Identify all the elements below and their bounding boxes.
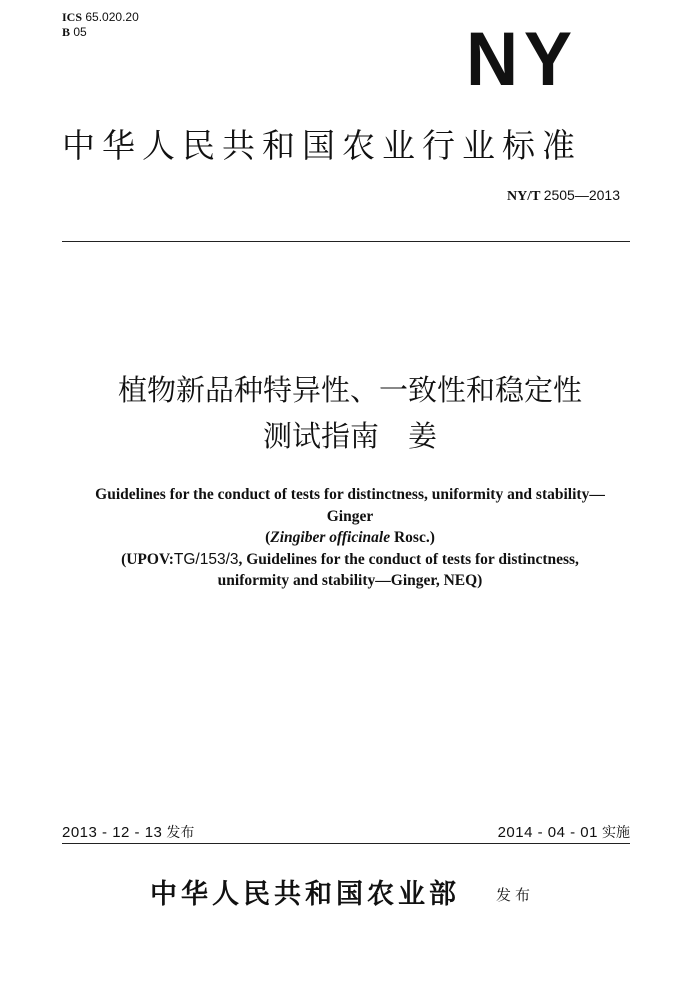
upov-reference-line-2: uniformity and stability—Ginger, NEQ) xyxy=(217,572,483,589)
scientific-name-line: (Zingiber officinale Rosc.) xyxy=(265,529,435,546)
issue-date: 2013 - 12 - 13 发布 xyxy=(62,824,195,841)
classification-codes xyxy=(62,10,139,40)
ny-logo: NY xyxy=(466,17,578,102)
publisher-label: 发布 xyxy=(496,886,535,904)
top-divider xyxy=(62,241,630,242)
standard-number xyxy=(507,187,620,205)
upov-code: TG/153/3 xyxy=(173,550,239,568)
standard-category: 中华人民共和国农业行业标准 xyxy=(62,126,582,165)
ics-code: ICS 65.020.20 xyxy=(62,10,139,24)
english-title-line-1: Guidelines for the conduct of tests for distinctness, uniformity and stability— xyxy=(95,486,605,503)
upov-reference-line-1: (UPOV:TG/153/3, Guidelines for the conduct of tests for distinctness, xyxy=(121,550,579,568)
english-title-line-2: Ginger xyxy=(326,507,374,525)
bottom-divider xyxy=(62,843,630,844)
ccs-code: B 05 xyxy=(62,25,87,39)
english-title xyxy=(40,484,660,592)
chinese-title-line-2: 测试指南 姜 xyxy=(262,419,437,453)
standard-code: 2505—2013 xyxy=(543,187,620,203)
scientific-name: Zingiber officinale xyxy=(270,529,391,546)
publisher-name: 中华人民共和国农业部 xyxy=(150,879,460,910)
chinese-title-line-1: 植物新品种特异性、一致性和稳定性 xyxy=(117,373,582,407)
standard-prefix: NY/T xyxy=(507,189,541,204)
implementation-date: 2014 - 04 - 01 实施 xyxy=(497,824,630,841)
